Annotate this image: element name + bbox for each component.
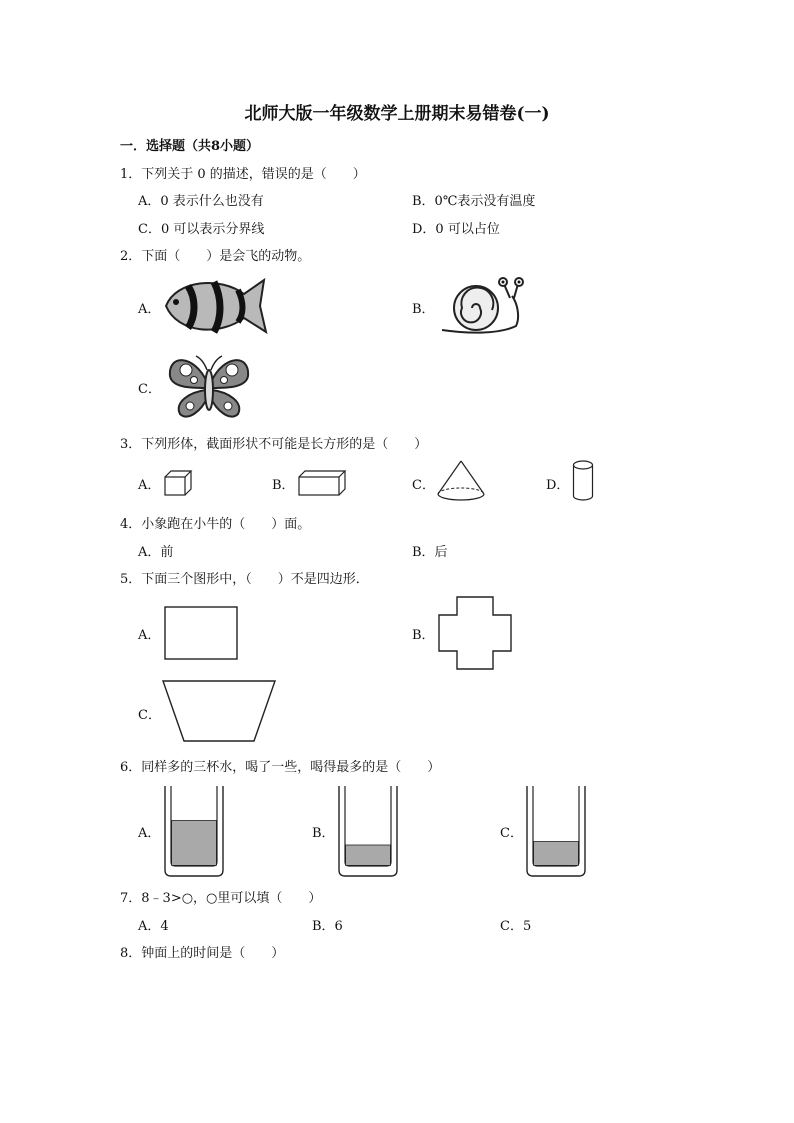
- q5-option-a[interactable]: A．: [138, 628, 161, 643]
- water-glass-b: [339, 786, 397, 876]
- question-3-stem: 3．下列形体，截面形状不可能是长方形的是（ ）: [120, 437, 428, 452]
- question-7-stem: 7．8﹣3>○，○里可以填（ ）: [120, 891, 322, 906]
- q2-option-b[interactable]: B．: [412, 302, 435, 317]
- water-level: [172, 821, 217, 866]
- water-glass-c: [527, 786, 585, 876]
- q6-option-b[interactable]: B．: [312, 826, 335, 841]
- q2-option-c[interactable]: C．: [138, 382, 161, 397]
- q3-option-c[interactable]: C．: [412, 478, 435, 493]
- q5-option-b[interactable]: B．: [412, 628, 435, 643]
- q7-option-c[interactable]: C．5: [500, 919, 532, 934]
- q2-option-a[interactable]: A．: [138, 302, 161, 317]
- water-level: [534, 842, 579, 866]
- q3-option-b[interactable]: B．: [272, 478, 295, 493]
- q3-option-d[interactable]: D．: [546, 478, 570, 493]
- q7-option-a[interactable]: A．4: [138, 919, 169, 934]
- question-4-stem: 4．小象跑在小牛的（ ）面。: [120, 517, 311, 532]
- question-2-stem: 2．下面（ ）是会飞的动物。: [120, 249, 311, 264]
- q4-option-b[interactable]: B．后: [412, 545, 448, 560]
- section-heading: 一．选择题（共8小题）: [120, 139, 260, 154]
- q3-option-a[interactable]: A．: [138, 478, 161, 493]
- question-6-stem: 6．同样多的三杯水，喝了一些，喝得最多的是（ ）: [120, 760, 441, 775]
- water-level: [346, 845, 391, 865]
- q1-option-c[interactable]: C．0 可以表示分界线: [138, 222, 265, 237]
- q1-option-d[interactable]: D．0 可以占位: [412, 222, 500, 237]
- q6-option-c[interactable]: C．: [500, 826, 523, 841]
- question-1-stem: 1．下列关于 0 的描述，错误的是（ ）: [120, 167, 366, 182]
- q1-option-b[interactable]: B．0℃表示没有温度: [412, 194, 536, 209]
- water-glass-a: [165, 786, 223, 876]
- question-8-stem: 8．钟面上的时间是（ ）: [120, 946, 285, 961]
- q6-option-a[interactable]: A．: [138, 826, 161, 841]
- q7-option-b[interactable]: B．6: [312, 919, 343, 934]
- question-5-stem: 5．下面三个图形中，（ ）不是四边形．: [120, 572, 369, 587]
- q1-option-a[interactable]: A．0 表示什么也没有: [138, 194, 264, 209]
- q5-option-c[interactable]: C．: [138, 708, 161, 723]
- q4-option-a[interactable]: A．前: [138, 545, 174, 560]
- page-title: 北师大版一年级数学上册期末易错卷(一): [244, 104, 550, 124]
